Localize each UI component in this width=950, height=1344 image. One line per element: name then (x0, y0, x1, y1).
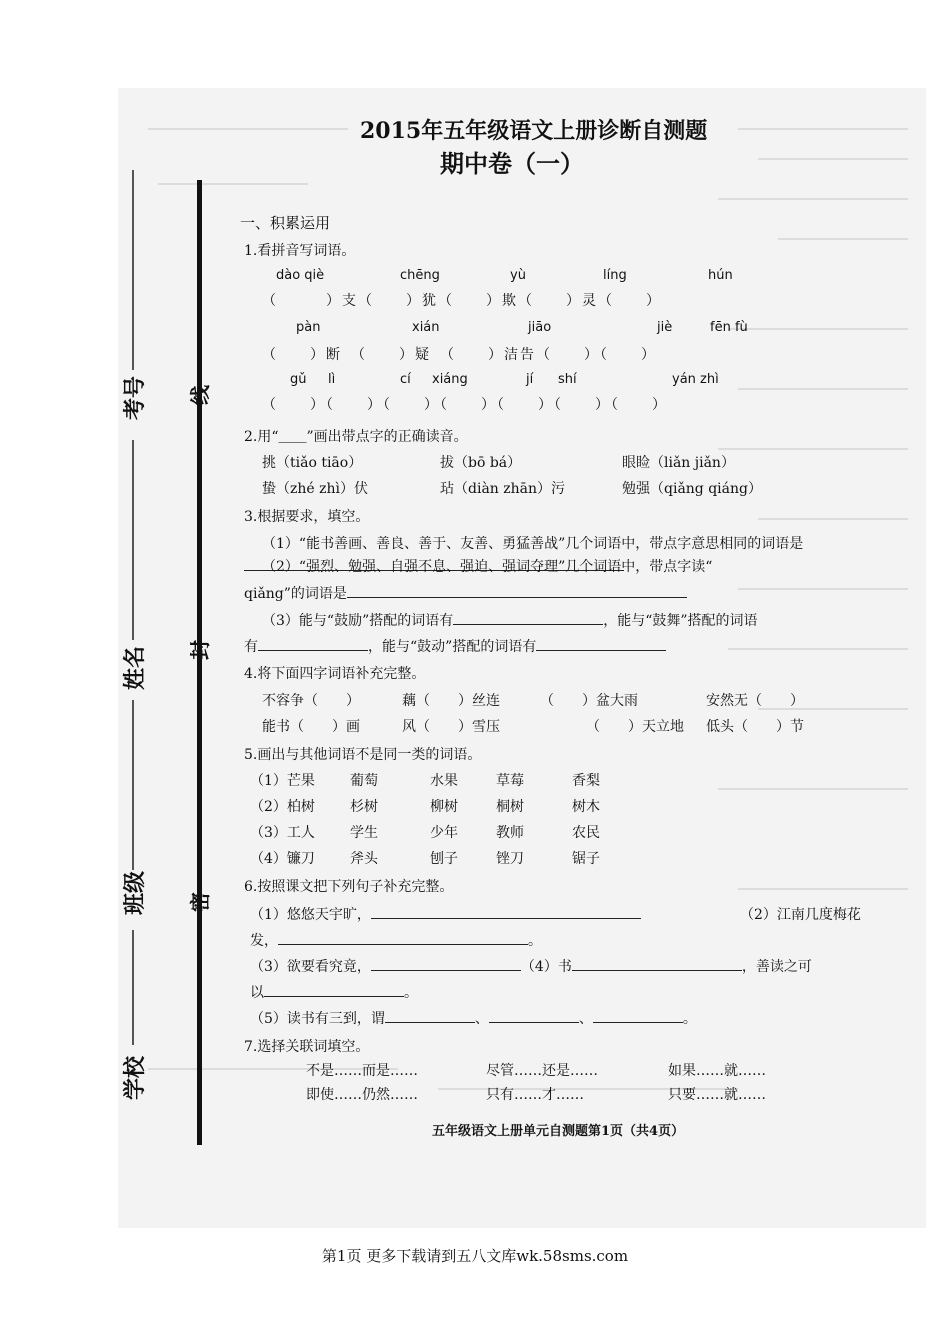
section-heading: 一、积累运用 (240, 214, 331, 232)
q4-title: 4.将下面四字词语补充完整。 (244, 666, 426, 682)
reading-choice[interactable]: 挑（tiǎo tiāo） (262, 455, 363, 471)
mark-feng: 封 (188, 640, 212, 660)
pinyin: xiáng (432, 372, 468, 387)
answer-field[interactable] (385, 1008, 475, 1023)
page-title: 2015年五年级语文上册诊断自测题 (360, 118, 708, 144)
pinyin: hún (708, 268, 733, 283)
answer-blanks-row[interactable]: （ ）（ ）（ ）（ ）（ ）（ ）（ ） (262, 397, 668, 413)
idiom-item[interactable]: 安然无（ ） (706, 693, 804, 709)
idiom-item[interactable]: （ ）天立地 (586, 719, 684, 735)
q1-title: 1.看拼音写词语。 (244, 243, 356, 259)
answer-field[interactable] (572, 956, 742, 971)
answer-field[interactable] (593, 1008, 683, 1023)
page-footer: 五年级语文上册单元自测题第1页（共4页） (432, 1124, 685, 1139)
conjunction-option: 只要……就…… (668, 1087, 766, 1103)
q2-title: 2.用“＿＿”画出带点字的正确读音。 (244, 429, 468, 445)
q3-item-3-cont: ，能与“鼓舞”搭配的词语 (603, 613, 758, 629)
word-item[interactable]: 桐树 (496, 799, 524, 815)
q6-title: 6.按照课文把下列句子补充完整。 (244, 879, 454, 895)
pinyin: gǔ (290, 372, 307, 387)
q6-item-1: （1）悠悠天宇旷， (250, 907, 371, 923)
q3-item-1: （1）“能书善画、善良、善于、友善、勇猛善战”几个词语中，带点字意思相同的词语是 (262, 536, 804, 552)
binding-line (197, 180, 202, 1145)
pinyin: xián (412, 320, 440, 335)
reading-choice[interactable]: 眼睑（liǎn jiǎn） (622, 455, 735, 471)
word-item[interactable]: （1）芒果 (250, 773, 315, 789)
word-item[interactable]: 刨子 (430, 851, 458, 867)
q5-title: 5.画出与其他词语不是同一类的词语。 (244, 747, 482, 763)
page-subtitle: 期中卷（一） (440, 149, 584, 178)
pinyin: yù (510, 268, 526, 283)
answer-field[interactable] (371, 956, 521, 971)
q3-item-2-cont: qiǎng”的词语是 (244, 586, 347, 602)
word-item[interactable]: 草莓 (496, 773, 524, 789)
q6-item-4-cont2: 以 (250, 985, 264, 1001)
q6-item-2-cont: 发， (250, 933, 278, 949)
q3-title: 3.根据要求，填空。 (244, 509, 370, 525)
mark-mi: 密 (188, 892, 212, 912)
word-item[interactable]: 斧头 (350, 851, 378, 867)
pinyin: fēn fù (710, 320, 748, 335)
word-item[interactable]: 少年 (430, 825, 458, 841)
conjunction-option: 只有……才…… (486, 1087, 584, 1103)
q3-item-3: （3）能与“鼓励”搭配的词语有 (262, 613, 454, 629)
word-item[interactable]: 农民 (572, 825, 600, 841)
pinyin: jiè (657, 320, 673, 335)
word-item[interactable]: 树木 (572, 799, 600, 815)
field-line-kaohao[interactable] (132, 170, 134, 370)
pinyin: dào qiè (276, 268, 325, 283)
q6-item-2: （2）江南几度梅花 (740, 907, 861, 923)
word-item[interactable]: 杉树 (350, 799, 378, 815)
idiom-item[interactable]: 风（ ）雪压 (402, 719, 500, 735)
label-banji: 班级 (123, 870, 148, 915)
conjunction-option: 如果……就…… (668, 1063, 766, 1079)
label-kaohao: 考号 (123, 375, 148, 420)
answer-field[interactable] (258, 636, 368, 651)
idiom-item[interactable]: （ ）盆大雨 (540, 693, 638, 709)
idiom-item[interactable]: 不容争（ ） (262, 693, 360, 709)
download-footer: 第1页 更多下载请到五八文库wk.58sms.com (321, 1247, 629, 1265)
pinyin: lì (328, 372, 336, 387)
q6-item-4-cont: ，善读之可 (741, 959, 812, 975)
answer-field[interactable] (347, 583, 687, 598)
word-item[interactable]: 葡萄 (350, 773, 378, 789)
answer-field[interactable] (489, 1008, 579, 1023)
scanned-page (118, 88, 926, 1228)
conjunction-option: 尽管……还是…… (486, 1063, 598, 1079)
bleed-through-text (118, 88, 926, 1228)
word-item[interactable]: （3）工人 (250, 825, 315, 841)
answer-blanks-row[interactable]: （ ）支（ ）犹（ ）欺（ ）灵（ ） (262, 293, 662, 309)
q3-item-3-cont3: ，能与“鼓动”搭配的词语有 (368, 639, 537, 655)
conjunction-option: 不是……而是…… (306, 1063, 418, 1079)
answer-field[interactable] (278, 930, 528, 945)
reading-choice[interactable]: 玷（diàn zhān）污 (440, 481, 566, 497)
field-line-xuexiao[interactable] (132, 930, 134, 1045)
word-item[interactable]: 锉刀 (496, 851, 524, 867)
answer-field[interactable] (536, 636, 666, 651)
answer-field[interactable] (453, 610, 603, 625)
field-line-xingming[interactable] (132, 440, 134, 640)
answer-field[interactable] (371, 904, 641, 919)
word-item[interactable]: 柳树 (430, 799, 458, 815)
word-item[interactable]: 水果 (430, 773, 458, 789)
q3-item-2: （2）“强烈、勉强、自强不息、强迫、强词夺理”几个词语中，带点字读“ (262, 559, 713, 575)
field-line-banji[interactable] (132, 700, 134, 870)
pinyin: líng (603, 268, 627, 283)
word-item[interactable]: （2）柏树 (250, 799, 315, 815)
pinyin: pàn (296, 320, 321, 335)
q6-item-5: （5）读书有三到，谓 (250, 1011, 385, 1027)
q6-item-3: （3）欲要看究竟， (250, 959, 371, 975)
idiom-item[interactable]: 藕（ ）丝连 (402, 693, 500, 709)
pinyin: yán zhì (672, 372, 719, 387)
idiom-item[interactable]: 低头（ ）节 (706, 719, 804, 735)
conjunction-option: 即使……仍然…… (306, 1087, 418, 1103)
pinyin: shí (558, 372, 577, 387)
word-item[interactable]: 锯子 (572, 851, 600, 867)
reading-choice[interactable]: 勉强（qiǎng qiáng） (622, 481, 762, 497)
q7-title: 7.选择关联词填空。 (244, 1039, 370, 1055)
label-xingming: 姓名 (123, 645, 148, 690)
pinyin: chēng (400, 268, 440, 283)
reading-choice[interactable]: 蛰（zhé zhì）伏 (262, 481, 368, 497)
mark-xian: 线 (188, 385, 212, 405)
q6-item-4: （4）书 (520, 959, 572, 975)
reading-choice[interactable]: 拔（bō bá） (440, 455, 522, 471)
pinyin: cí (400, 372, 411, 387)
answer-field[interactable] (264, 982, 404, 997)
answer-blanks-row[interactable]: （ ）断 （ ）疑 （ ）洁告（ ）（ ） (262, 347, 657, 363)
word-item[interactable]: 学生 (350, 825, 378, 841)
q3-item-3-cont2: 有 (244, 639, 258, 655)
label-xuexiao: 学校 (123, 1055, 148, 1100)
pinyin: jiāo (528, 320, 552, 335)
word-item[interactable]: （4）镰刀 (250, 851, 315, 867)
pinyin: jí (526, 372, 534, 387)
idiom-item[interactable]: 能书（ ）画 (262, 719, 360, 735)
word-item[interactable]: 教师 (496, 825, 524, 841)
word-item[interactable]: 香梨 (572, 773, 600, 789)
